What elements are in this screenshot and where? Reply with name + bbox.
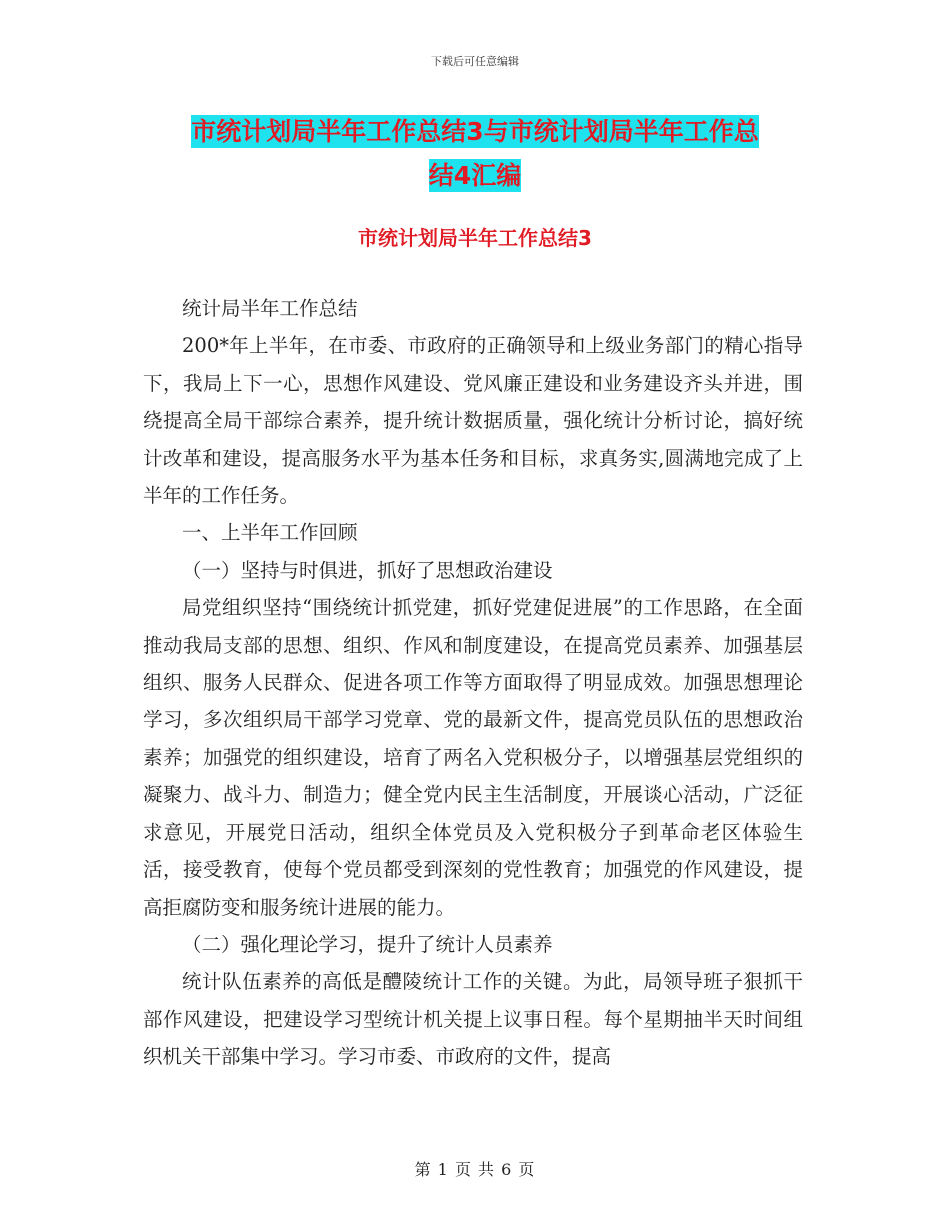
paragraph-subtitle: 统计局半年工作总结 <box>182 297 358 320</box>
paragraph: 局党组织坚持“围绕统计抓党建，抓好党建促进展”的工作思路，在全面推动我局支部的思想、组织、作风和制度建设，在提高党员素养、加强基层组织、服务人民群众、促进各项工作等方面取得了明显成效。加强思想理论学习，多次组织局干部学习党章、党的最新文件，提高党员队伍的思想政治素养；加强党的组织建设，培育了两名入党积极分子，以增强基层党组织的凝聚力、战斗力、制造力；健全党内民主生活制度，开展谈心活动，广泛征求意见，开展党日活动，组织全体党员及入党积极分子到革命老区体验生活，接受教育，使每个党员都受到深刻的党性教育；加强党的作风建设，提高拒腐防变和服务统计进展的能力。 <box>143 596 803 919</box>
page-header-note: 下载后可任意编辑 <box>431 55 519 68</box>
paragraph: 统计队伍素养的高低是醴陵统计工作的关键。为此，局领导班子狠抓干部作风建设，把建设学习型统计机关提上议事日程。每个星期抽半天时间组织机关干部集中学习。学习市委、市政府的文件，提高 <box>143 970 803 1069</box>
document-title-line-2: 结4汇编 <box>428 161 522 190</box>
heading-item-two: （二）强化理论学习，提升了统计人员素养 <box>182 932 553 956</box>
document-body <box>143 290 803 1076</box>
heading-item-one: （一）坚持与时俱进，抓好了思想政治建设 <box>182 558 553 582</box>
page-number-footer: 第 1 页 共 6 页 <box>414 1160 536 1179</box>
document-title <box>0 110 950 198</box>
heading-part-one: 一、上半年工作回顾 <box>182 521 358 545</box>
document-title-line-1: 市统计划局半年工作总结3与市统计划局半年工作总 <box>191 117 759 146</box>
section-title: 市统计划局半年工作总结3 <box>358 226 592 250</box>
paragraph: 200*年上半年，在市委、市政府的正确领导和上级业务部门的精心指导下，我局上下一心，思想作风建设、党风廉正建设和业务建设齐头并进，围绕提高全局干部综合素养，提升统计数据质量，强化统计分析讨论，搞好统计改革和建设，提高服务水平为基本任务和目标，求真务实,圆满地完成了上半年的工作任务。 <box>143 334 803 508</box>
